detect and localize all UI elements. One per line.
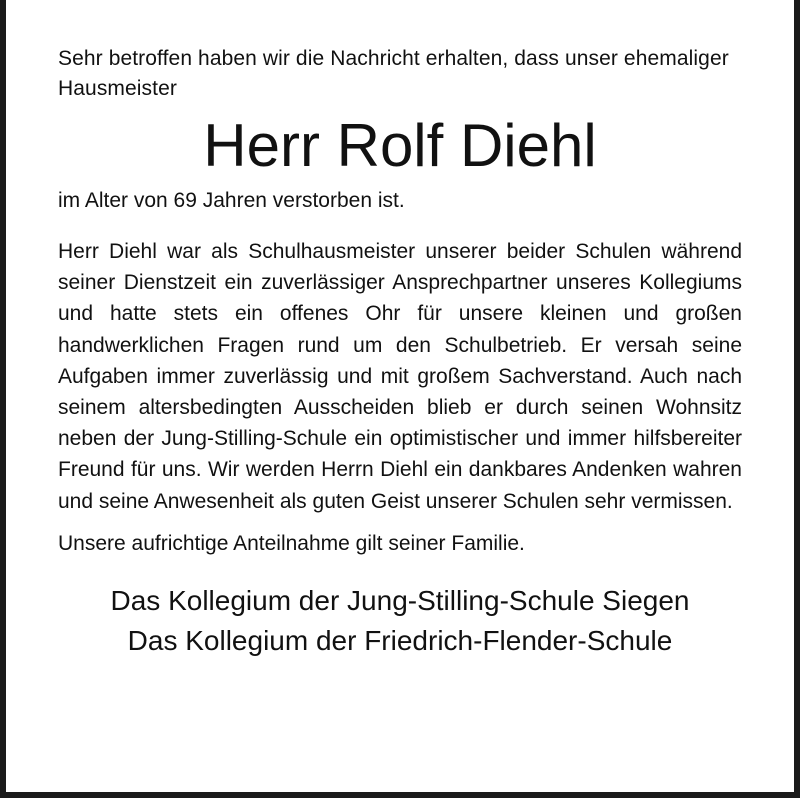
condolence-line: Unsere aufrichtige Anteilnahme gilt seiner Familie. — [58, 531, 525, 555]
signatures — [58, 581, 742, 661]
deceased-name: Herr Rolf Diehl — [203, 112, 597, 179]
age-line: im Alter von 69 Jahren verstorben ist. — [58, 189, 405, 212]
tribute-paragraph: Herr Diehl war als Schulhausmeister unserer beider Schulen während seiner Dienstzeit ein zuverlässiger Ansprechpartner unseres Kollegiums und hatte stets ein offenes Ohr für unsere kleinen und großen handwerklichen Fragen rund um den Schulbetrieb. Er versah seine Aufgaben immer zuverlässig und mit großem Sachverstand. Auch nach seinem altersbedingten Ausscheiden blieb er durch seinen Wohnsitz neben der Jung-Stilling-Schule ein optimistischer und immer hilfsbereiter Freund für uns. Wir werden Herrn Diehl ein dankbares Andenken wahren und seine Anwesenheit als guten Geist unserer Schulen sehr vermissen. — [58, 240, 742, 513]
signature-jung-stilling: Das Kollegium der Jung-Stilling-Schule Siegen — [110, 584, 690, 616]
signature-friedrich-flender: Das Kollegium der Friedrich-Flender-Schule — [127, 624, 673, 656]
intro-text: Sehr betroffen haben wir die Nachricht erhalten, dass unser ehemaliger Hausmeister — [58, 47, 729, 100]
